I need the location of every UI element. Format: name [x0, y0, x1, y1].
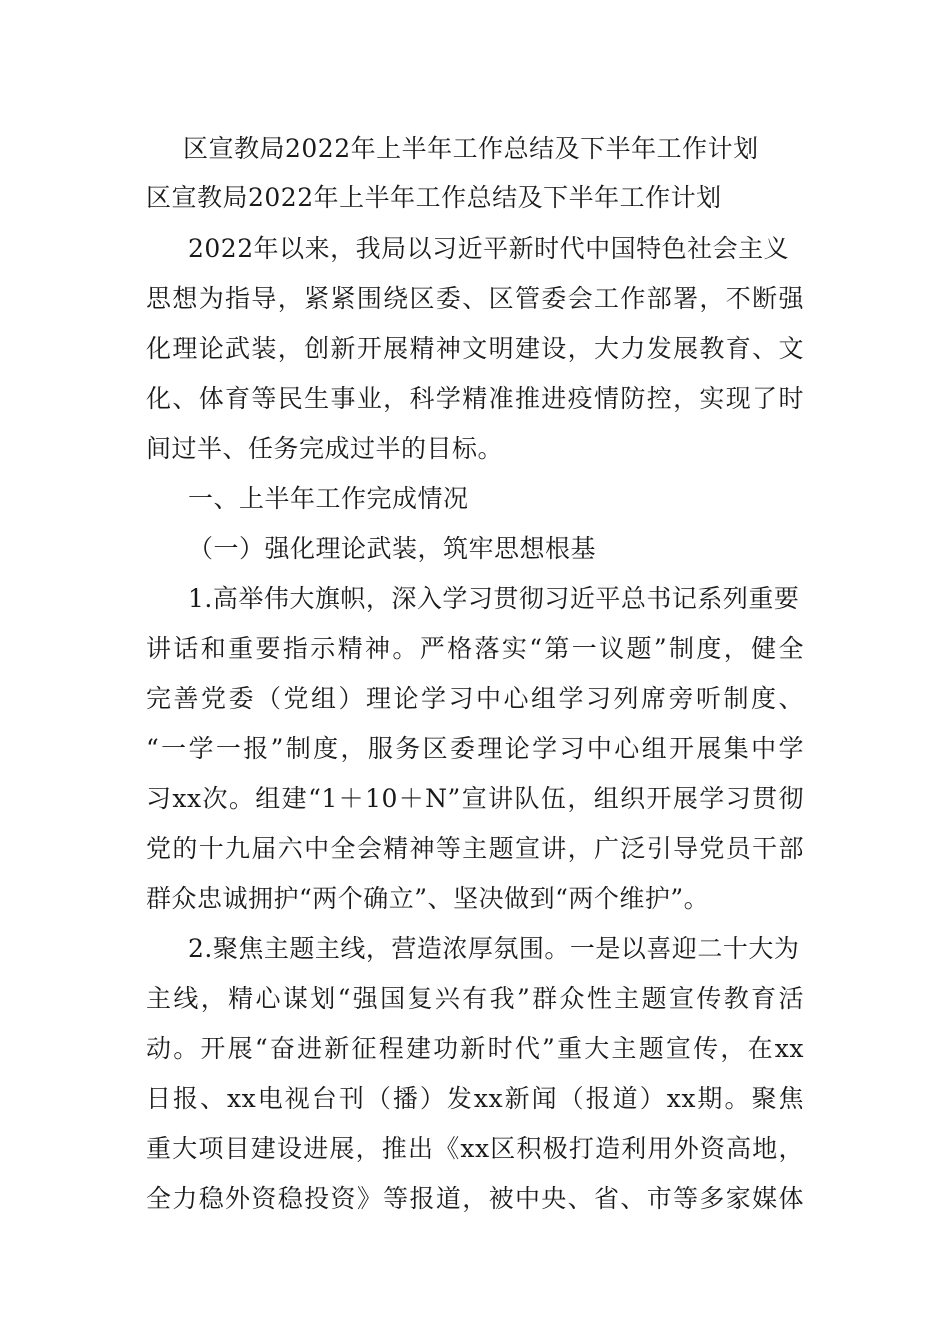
paragraph-line: 1.高举伟大旗帜，深入学习贯彻习近平总书记系列重要 [188, 584, 800, 613]
subsection-heading: （一）强化理论武装，筑牢思想根基 [188, 534, 597, 563]
paragraph-line: 全力稳外资稳投资》等报道，被中央、省、市等多家媒体 [146, 1184, 804, 1213]
paragraph-line: “一学一报”制度，服务区委理论学习中心组开展集中学 [146, 734, 804, 763]
paragraph-line: 主线，精心谋划“强国复兴有我”群众性主题宣传教育活 [146, 984, 804, 1013]
paragraph-line: 群众忠诚拥护“两个确立”、坚决做到“两个维护”。 [146, 884, 710, 913]
paragraph-line: 化、体育等民生事业，科学精准推进疫情防控，实现了时 [146, 384, 804, 413]
document-subtitle: 区宣教局2022年上半年工作总结及下半年工作计划 [146, 183, 722, 212]
paragraph-line: 完善党委（党组）理论学习中心组学习列席旁听制度、 [146, 684, 804, 713]
paragraph-line: 重大项目建设进展，推出《xx区积极打造利用外资高地， [146, 1134, 804, 1163]
paragraph-line: 2022年以来，我局以习近平新时代中国特色社会主义 [188, 234, 790, 263]
paragraph-line: 动。开展“奋进新征程建功新时代”重大主题宣传，在xx [146, 1034, 804, 1063]
paragraph-line: 2.聚焦主题主线，营造浓厚氛围。一是以喜迎二十大为 [188, 934, 800, 963]
paragraph-line: 间过半、任务完成过半的目标。 [146, 434, 504, 463]
section-heading: 一、上半年工作完成情况 [188, 484, 469, 513]
paragraph-line: 习xx次。组建“1＋10＋N”宣讲队伍，组织开展学习贯彻 [146, 784, 804, 813]
paragraph-line: 思想为指导，紧紧围绕区委、区管委会工作部署，不断强 [146, 284, 804, 313]
paragraph-line: 化理论武装，创新开展精神文明建设，大力发展教育、文 [146, 334, 804, 363]
paragraph-line: 党的十九届六中全会精神等主题宣讲，广泛引导党员干部 [146, 834, 804, 863]
document-title: 区宣教局2022年上半年工作总结及下半年工作计划 [183, 134, 759, 163]
paragraph-line: 日报、xx电视台刊（播）发xx新闻（报道）xx期。聚焦 [146, 1084, 804, 1113]
paragraph-line: 讲话和重要指示精神。严格落实“第一议题”制度，健全 [146, 634, 804, 663]
